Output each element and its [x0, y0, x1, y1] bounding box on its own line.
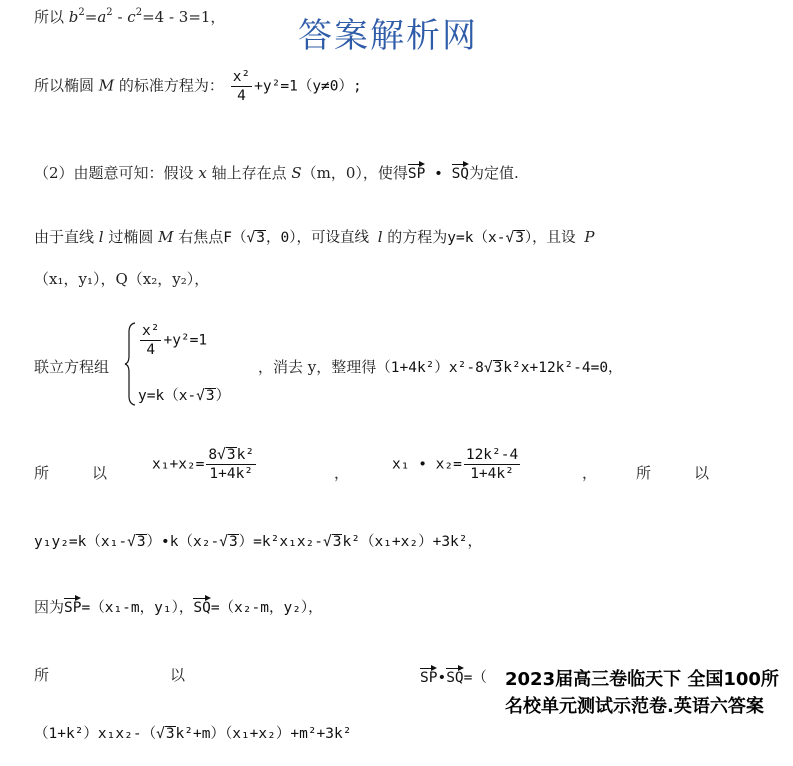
comma: ， [334, 464, 350, 482]
math: x₁ • x₂= [392, 456, 462, 473]
fraction [231, 68, 252, 105]
sqrt: 3 [226, 447, 236, 463]
math: （1+4k²）x²-8 [376, 360, 484, 376]
text: =4 - 3=1， [142, 8, 226, 26]
fraction [206, 446, 256, 483]
math: k²（x₁+x₂）+3k²， [342, 534, 483, 550]
word-yi: 以 [694, 464, 710, 482]
var-S: S [291, 164, 302, 182]
system-eq2: y=k（x-√3） [138, 388, 231, 404]
fraction [140, 322, 161, 359]
numerator: 12k²-4 [464, 446, 520, 465]
numerator: x² [231, 68, 252, 87]
brace [124, 322, 136, 406]
var-M: M [98, 76, 115, 95]
math: k²+m）（x₁+x₂）+m²+3k² [175, 726, 352, 742]
text: （2）由题意可知：假设 [34, 164, 199, 182]
vieta-sum [152, 446, 258, 483]
line-expansion: （1+k²）x₁x₂-（√3k²+m）（x₁+x₂）+m²+3k² [34, 726, 352, 742]
math: ），且设 [524, 230, 585, 246]
text: （m，0），使得 [301, 164, 408, 182]
math: ）=k²x₁x₂- [238, 534, 324, 550]
sqrt: 3 [205, 388, 215, 404]
text: ，消去 y，整理得 [258, 358, 377, 376]
text: 所以椭圆 [34, 76, 99, 95]
line-y1y2: y₁y₂=k（x₁-√3）•k（x₂-√3）=k²x₁x₂-√3k²（x₁+x₂）+3k²， [34, 534, 483, 550]
text: 的方程为 [382, 228, 448, 246]
math: y₁y₂=k（x₁- [34, 534, 128, 550]
line-part2-intro [34, 162, 519, 183]
vector-SQ: SQ [193, 596, 210, 616]
var-x: x [198, 164, 207, 182]
dot: • [425, 166, 452, 182]
line-line-l: 由于直线 l 过椭圆 M 右焦点F（√3，0），可设直线 l 的方程为y=k（x-√3），且设 P [34, 228, 595, 246]
text: 为定值. [469, 164, 519, 182]
var-l: l [98, 228, 104, 246]
sqrt: 3 [493, 360, 503, 376]
watermark: 答案解析网 [298, 16, 478, 56]
text: 右焦点 [173, 228, 224, 246]
sqrt: 3 [515, 230, 524, 246]
math: x₁+x₂= [152, 456, 205, 473]
var-a: a [97, 8, 107, 26]
denominator: 1+4k² [470, 466, 514, 483]
math: +y²=1（y≠0）; [254, 78, 362, 95]
vector-SP: SP [420, 666, 437, 686]
math: =（x₂-m，y₂）， [210, 600, 323, 616]
line-system-prefix [34, 356, 109, 377]
math: ）•k（x₂- [146, 534, 220, 550]
text: 所以 [34, 8, 69, 26]
math: ，0），可设直线 [265, 230, 378, 246]
text: 轴上存在点 [206, 164, 292, 182]
math: +y²=1 [163, 332, 208, 349]
text: 的标准方程为： [114, 76, 224, 95]
line-ellipse-equation [34, 68, 362, 105]
comma: ， [582, 464, 598, 482]
text: 由于直线 [34, 228, 99, 246]
math: y=k（x- [138, 388, 197, 404]
vector-SP: SP [408, 162, 425, 182]
vector-SP: SP [64, 596, 81, 616]
var-b: b [68, 8, 79, 26]
text: 联立方程组 [34, 358, 110, 376]
word-suo: 所 [34, 666, 50, 684]
math: F（ [223, 230, 247, 246]
denominator: 1+4k² [209, 466, 254, 483]
vector-SQ: SQ [452, 162, 469, 182]
word-yi: 以 [92, 464, 108, 482]
numerator: 8√3k² [206, 446, 256, 465]
word-suo: 所 [636, 464, 652, 482]
line-eliminate: ，消去 y，整理得（1+4k²）x²-8√3k²x+12k²-4=0， [258, 358, 623, 376]
word-suo: 所 [34, 464, 50, 482]
denominator: 4 [146, 342, 156, 359]
math: =（x₁-m，y₁）， [81, 600, 194, 616]
text: 因为 [34, 598, 65, 616]
line-points [34, 268, 209, 289]
dot: • [437, 670, 447, 686]
numerator: x² [140, 322, 161, 341]
var-M: M [158, 228, 174, 246]
k-squared: k² [236, 447, 255, 463]
text: 过椭圆 [103, 228, 159, 246]
math: k²x+12k²-4=0， [503, 360, 623, 376]
var-c: c [127, 8, 136, 26]
line-dot-product [420, 666, 487, 687]
var-P: P [584, 228, 595, 246]
line-vectors [34, 596, 323, 617]
sqrt: 3 [332, 534, 342, 550]
sqrt: 3 [228, 534, 238, 550]
text: （x₁，y₁），Q（x₂，y₂）， [34, 270, 210, 288]
line-b-squared: 所以 $b^2=a^2 - c^2=4 - 3=1$， [34, 7, 226, 26]
math: ） [215, 388, 231, 404]
sqrt: 3 [165, 726, 175, 742]
text: - [112, 8, 128, 26]
word-yi: 以 [170, 666, 186, 684]
denominator: 4 [237, 88, 246, 105]
fraction [464, 446, 520, 483]
sqrt: 3 [136, 534, 146, 550]
math: =（ [463, 670, 487, 686]
math: y=k（x- [447, 230, 506, 246]
var-l: l [377, 228, 383, 246]
vector-SQ: SQ [446, 666, 463, 686]
system-eq1 [138, 322, 207, 359]
vieta-product [392, 446, 522, 483]
overlay-caption: 2023届高三卷临天下 全国100所名校单元测试示范卷.英语六答案 [505, 666, 793, 720]
math: （1+k²）x₁x₂-（ [34, 726, 157, 742]
coef: 8 [208, 447, 218, 463]
text: = [84, 8, 98, 26]
sqrt: 3 [256, 230, 265, 246]
